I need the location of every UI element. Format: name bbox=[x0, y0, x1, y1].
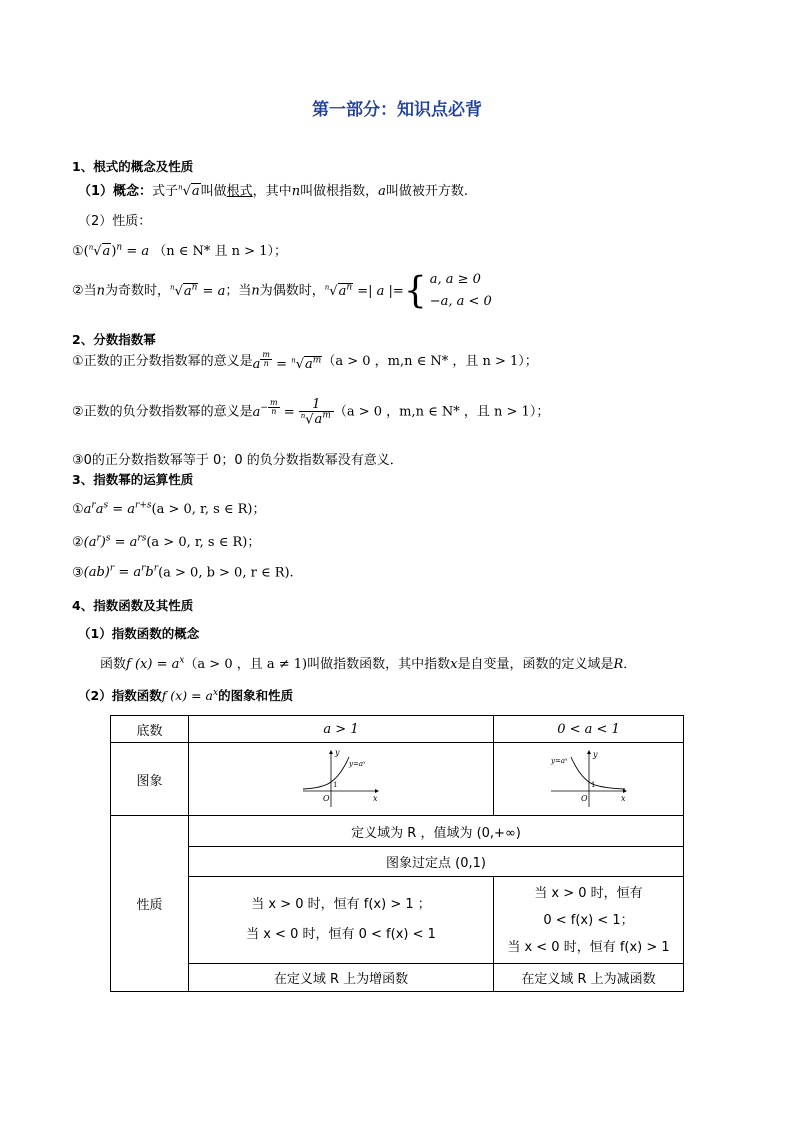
fe-neg-text: ②正数的负分数指数幂的意义是 bbox=[72, 404, 253, 420]
graph-decreasing bbox=[549, 749, 629, 809]
cell-inequality-decreasing bbox=[494, 877, 684, 964]
cell-domain-range: 定义域为 R ，值域为 (0,+∞) bbox=[189, 816, 684, 847]
brace: { bbox=[403, 270, 427, 312]
cell-col2-header: 0 < a < 1 bbox=[494, 716, 684, 743]
exp-function-definition: 函数f $(x) = a^x(a > 0$ ，且 a ≠ 1)叫做指数函数，其中指数x是自变量，函数的定义域是R． bbox=[100, 655, 637, 672]
g2-origin-label: O bbox=[580, 794, 588, 803]
g2-func-label: y=aˣ bbox=[550, 757, 567, 765]
section-4-heading: 4、指数函数及其性质 bbox=[72, 598, 194, 613]
cell-col1-header: a > 1 bbox=[189, 716, 494, 743]
g1-origin-label: O bbox=[323, 794, 330, 803]
def-text-d: ． bbox=[623, 657, 637, 672]
table-domain-row bbox=[111, 816, 684, 847]
concept-term: 根式 bbox=[226, 184, 253, 199]
table-graph-row bbox=[111, 743, 684, 816]
cell-graph-increasing bbox=[189, 743, 494, 816]
exp-rule-2: $②(a^r)^s = a^{rs}(a > 0$, r, s ∈ R)； bbox=[72, 533, 261, 550]
fractional-exp-positive: ①正数的正分数指数幂的意义是a $^{\frac{m}{n}}$ = $^n√a^m(a > 0$ ，m,n ∈ N* ，且 n > 1）； bbox=[72, 350, 538, 372]
section-4-sub2: （2）指数函数f $(x) = a^x$的图象和性质 bbox=[78, 687, 294, 703]
c2-line-3: 当 x < 0 时，恒有 f(x) > 1 bbox=[507, 939, 670, 955]
fractional-exp-negative: ②正数的负分数指数幂的意义是$a^{- \frac{m}{n}}$ = $\frac{1}{^n√a^m}$ （a > 0 ，m,n ∈ N* ，且 n > 1）； bbox=[72, 397, 550, 428]
var-a: a bbox=[378, 184, 386, 199]
exp-rule-1: $①a^ra^s = a^{r+s}(a > 0$, r, s ∈ R)； bbox=[72, 500, 266, 517]
def-text-b: （a > 0 ，且 a ≠ 1)叫做指数函数，其中指数 bbox=[184, 657, 451, 672]
exp-rule-3-cond: (a > 0, b > 0, r ∈ R). bbox=[158, 565, 294, 581]
c2-line-1: 当 x > 0 时，恒有 bbox=[534, 885, 643, 901]
p2-text-d: 为偶数时， bbox=[259, 283, 325, 299]
table-fixed-point-row bbox=[111, 847, 684, 877]
exp-rule-2-cond: (a > 0, r, s ∈ R)； bbox=[146, 535, 261, 550]
def-text-a: 函数 bbox=[100, 657, 127, 672]
exp-rule-1-cond: (a > 0, r, s ∈ R)； bbox=[151, 502, 266, 517]
sub2-text-a: （2）指数函数 bbox=[78, 688, 162, 703]
concept-text-a: 式子 bbox=[152, 184, 179, 199]
section-4-sub1: （1）指数函数的概念 bbox=[78, 626, 200, 641]
table-header-row bbox=[111, 716, 684, 743]
exp-rule-3: ③(ab)$^r$ = $a^rb^r(a > 0$, b > 0, r ∈ R). bbox=[72, 564, 294, 581]
g1-one-label: 1 bbox=[333, 781, 338, 789]
fractional-exp-zero: ③0的正分数指数幂等于 0；0 的负分数指数幂没有意义． bbox=[72, 453, 403, 468]
def-text-c: 是自变量，函数的定义域是 bbox=[457, 657, 614, 672]
fe-pos-text: ①正数的正分数指数幂的意义是 bbox=[72, 354, 253, 369]
cell-props-label: 性质 bbox=[111, 816, 189, 992]
g2-y-label: y bbox=[592, 750, 598, 759]
c2-line-2: 0 < f(x) < 1； bbox=[543, 912, 634, 928]
exp-function-table bbox=[110, 715, 684, 992]
p2-text-c: ；当 bbox=[225, 283, 252, 299]
p2-text-b: 为奇数时， bbox=[105, 283, 171, 299]
concept-label: （1）概念： bbox=[78, 184, 153, 199]
g2-x-label: x bbox=[620, 794, 626, 803]
piecewise-cases: a, a ≥ 0 −a, a < 0 bbox=[429, 272, 492, 309]
cell-graph-label: 图象 bbox=[111, 743, 189, 816]
fe-pos-cond: （a > 0 ，m,n ∈ N* ，且 n > 1）； bbox=[322, 354, 538, 369]
g1-y-label: y bbox=[335, 749, 340, 757]
concept-text-c: ，其中 bbox=[252, 184, 292, 199]
root-property-2: ②当n为奇数时，$^n√a^n = a$；当n为偶数时，$^n√a^n$ =| a |={ a, a ≥ 0 −a, a < 0 bbox=[72, 270, 492, 312]
c1-line-1: 当 x > 0 时，恒有 f(x) > 1 ； bbox=[251, 897, 431, 912]
cell-increasing: 在定义域 R 上为增函数 bbox=[189, 964, 494, 992]
section-1-heading: 1、根式的概念及性质 bbox=[72, 159, 194, 174]
fe-neg-cond: （a > 0 ，m,n ∈ N* ，且 n > 1）； bbox=[333, 404, 550, 420]
properties-label: （2）性质： bbox=[78, 214, 152, 229]
c1-line-2: 当 x < 0 时，恒有 0 < f(x) < 1 bbox=[246, 927, 436, 942]
g1-x-label: x bbox=[373, 794, 378, 803]
var-n: n bbox=[291, 184, 301, 199]
cell-base-label: 底数 bbox=[111, 716, 189, 743]
cell-fixed-point: 图象过定点 (0,1) bbox=[189, 847, 684, 877]
table-inequality-row bbox=[111, 877, 684, 964]
graph-increasing bbox=[301, 749, 381, 809]
root-property-1-cond: （n ∈ N* 且 n > 1）； bbox=[153, 244, 287, 259]
sub2-text-b: 的图象和性质 bbox=[218, 688, 294, 703]
root-concept-line bbox=[78, 180, 468, 199]
concept-text-b: 叫做 bbox=[200, 184, 227, 199]
page-title: 第一部分：知识点必背 bbox=[312, 100, 482, 120]
cell-graph-decreasing bbox=[494, 743, 684, 816]
g1-func-label: y=aˣ bbox=[349, 760, 366, 768]
radical-expression: $^n$√a bbox=[178, 183, 200, 199]
table-monotonic-row bbox=[111, 964, 684, 992]
g2-one-label: 1 bbox=[590, 781, 595, 789]
concept-text-d: 叫做根指数， bbox=[300, 184, 379, 199]
concept-text-e: 叫做被开方数. bbox=[385, 184, 468, 199]
root-property-1: $①(^n√a)^n = a$ （n ∈ N* 且 n > 1）； bbox=[72, 242, 287, 259]
cell-inequality-increasing bbox=[189, 877, 494, 964]
p2-text-a: ②当 bbox=[72, 283, 97, 299]
section-2-heading: 2、分数指数幂 bbox=[72, 332, 156, 347]
cell-decreasing: 在定义域 R 上为减函数 bbox=[494, 964, 684, 992]
section-3-heading: 3、指数幂的运算性质 bbox=[72, 472, 194, 487]
